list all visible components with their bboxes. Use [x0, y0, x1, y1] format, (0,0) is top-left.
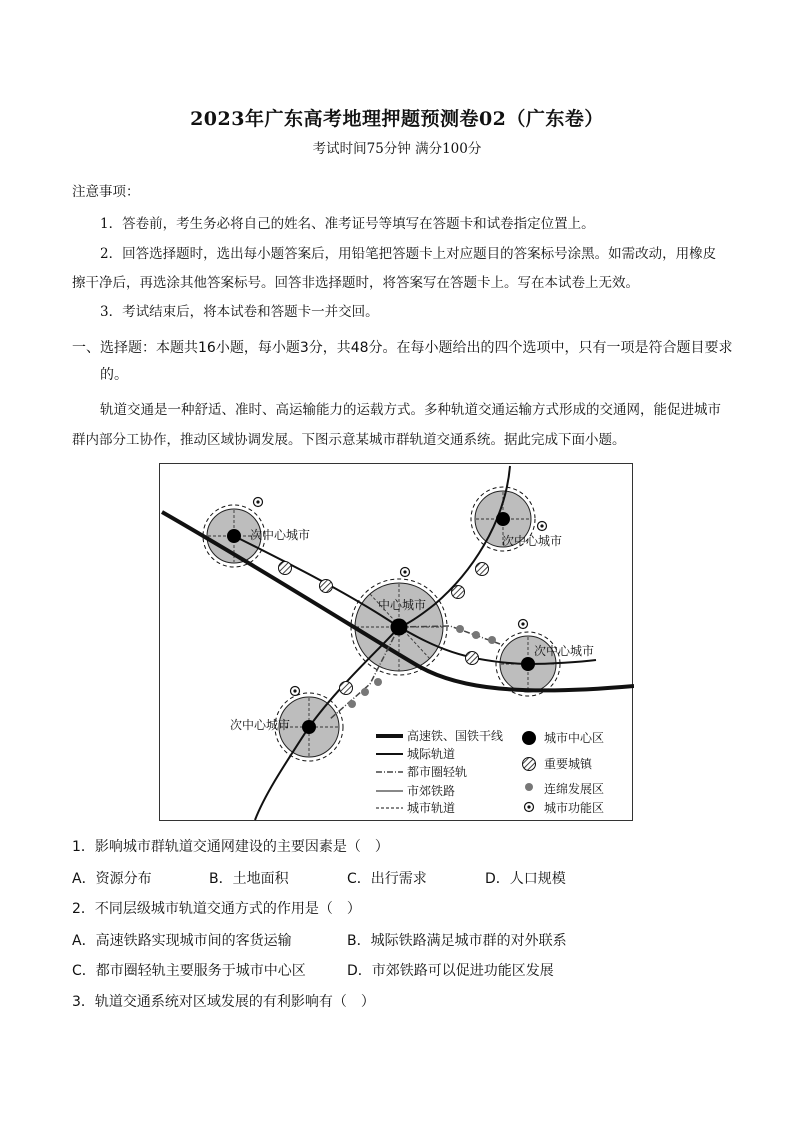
- question-2-option-c[interactable]: C．都市圈轻轨主要服务于城市中心区: [72, 963, 306, 979]
- legend-important-town: 重要城镇: [544, 757, 593, 771]
- section-heading: 一、选择题：本题共16小题，每小题3分，共48分。在每小题给出的四个选项中，只有一项是符合题目要求的。: [72, 340, 733, 383]
- legend-city-center: 城市中心区: [544, 731, 605, 745]
- question-2-option-d[interactable]: D．市郊铁路可以促进功能区发展: [347, 963, 554, 979]
- notice-item-2: 2．回答选择题时，选出每小题答案后，用铅笔把答题卡上对应题目的答案标号涂黑。如需改动，用橡皮擦干净后，再选涂其他答案标号。回答非选择题时，将答案写在答题卡上。写在本试卷上无效。: [72, 246, 717, 291]
- question-2-stem: 2．不同层级城市轨道交通方式的作用是（ ）: [72, 901, 361, 917]
- question-1-option-d[interactable]: D．人口规模: [485, 871, 566, 887]
- map-svg: [160, 464, 634, 822]
- notice-heading: 注意事项：: [72, 184, 140, 200]
- town-2: [452, 586, 465, 599]
- label-sub-city-e: 次中心城市: [534, 644, 595, 658]
- notice-item-1: 1．答卷前，考生务必将自己的姓名、准考证号等填写在答题卡和试卷指定位置上。: [100, 216, 595, 232]
- label-sub-city-sw: 次中心城市: [230, 718, 291, 732]
- rail-network-map: [159, 463, 633, 821]
- map-legend: [376, 728, 604, 815]
- legend-intercity: 城际轨道: [407, 747, 456, 761]
- legend-metro-light: 都市圈轻轨: [407, 765, 468, 779]
- question-2-option-b[interactable]: B．城际铁路满足城市群的对外联系: [347, 933, 567, 949]
- town-5: [340, 682, 353, 695]
- question-2-option-a[interactable]: A．高速铁路实现城市间的客货运输: [72, 933, 292, 949]
- question-intro: 轨道交通是一种舒适、准时、高运输能力的运载方式。多种轨道交通运输方式形成的交通网，能促进城市群内部分工协作，推动区域协调发展。下图示意某城市群轨道交通系统。据此完成下面小题。: [72, 402, 721, 448]
- town-6: [320, 580, 333, 593]
- page-subtitle: 考试时间75分钟 满分100分: [312, 141, 482, 157]
- label-sub-city-ne: 次中心城市: [502, 534, 563, 548]
- label-sub-city-nw: 次中心城市: [250, 528, 311, 542]
- page-title: 2023年广东高考地理押题预测卷02（广东卷）: [190, 108, 604, 130]
- question-1-option-b[interactable]: B．土地面积: [209, 871, 289, 887]
- legend-high-speed: 高速铁、国铁干线: [407, 729, 504, 743]
- town-4: [466, 652, 479, 665]
- question-3-stem: 3．轨道交通系统对区域发展的有利影响有（ ）: [72, 994, 375, 1010]
- town-1: [279, 562, 292, 575]
- legend-function-zone: 城市功能区: [544, 801, 605, 815]
- legend-continuous-area: 连绵发展区: [544, 782, 605, 796]
- town-3: [476, 563, 489, 576]
- legend-suburban: 市郊铁路: [407, 784, 456, 798]
- notice-item-3: 3．考试结束后，将本试卷和答题卡一并交回。: [100, 304, 379, 320]
- label-center-city: 中心城市: [378, 598, 427, 612]
- question-1-option-c[interactable]: C．出行需求: [347, 871, 427, 887]
- question-1-option-a[interactable]: A．资源分布: [72, 871, 152, 887]
- legend-urban: 城市轨道: [407, 801, 456, 815]
- question-1-stem: 1．影响城市群轨道交通网建设的主要因素是（ ）: [72, 839, 389, 855]
